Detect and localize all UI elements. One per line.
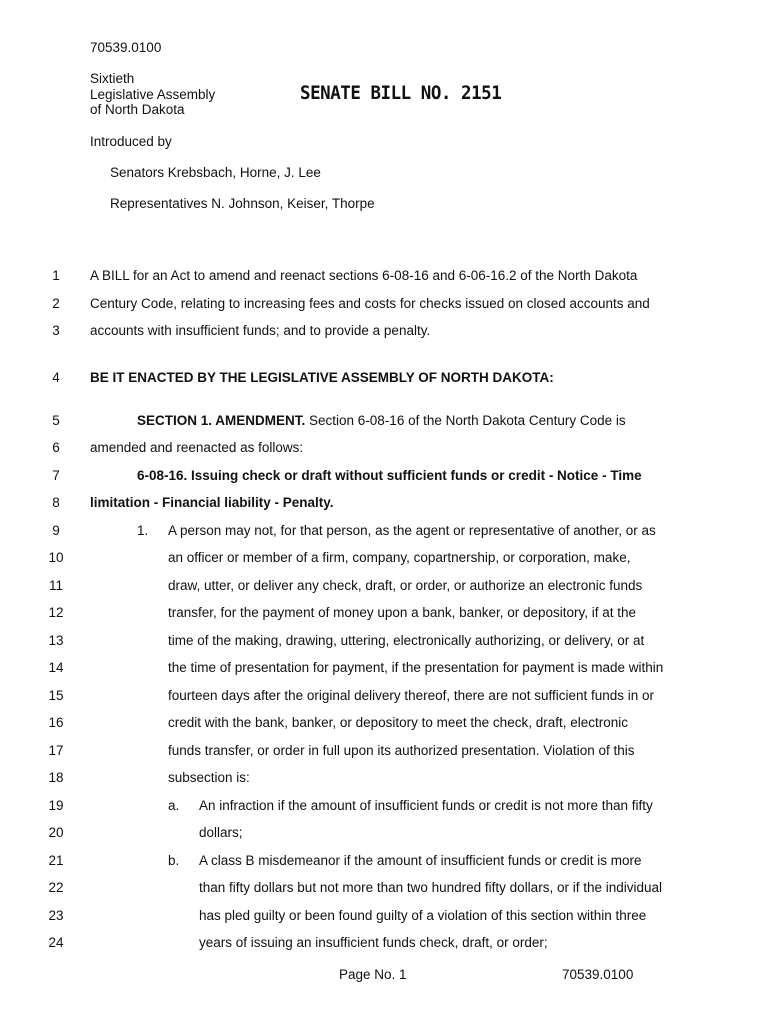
line-number: 1: [52, 268, 60, 283]
senators: Senators Krebsbach, Horne, J. Lee: [110, 165, 321, 180]
bill-text-line: transfer, for the payment of money upon a bank, banker, or depository, if at the: [168, 605, 637, 620]
line-number: 2: [52, 296, 60, 311]
section-heading-line: [137, 413, 626, 428]
line-number: 16: [48, 715, 64, 730]
bill-text-line: A class B misdemeanor if the amount of insufficient funds or credit is more: [199, 853, 642, 868]
line-number: 15: [48, 688, 64, 703]
line-number: 12: [48, 605, 64, 620]
line-number: 3: [52, 323, 60, 338]
line-number: 8: [52, 495, 60, 510]
line-number: 23: [48, 908, 64, 923]
subsection-marker: 1.: [137, 523, 149, 538]
bill-text-line: credit with the bank, banker, or depository to meet the check, draft, electronic: [168, 715, 628, 730]
statute-heading: 6-08-16. Issuing check or draft without sufficient funds or credit - Notice - Time: [137, 468, 642, 483]
line-number: 18: [48, 770, 64, 785]
representatives: Representatives N. Johnson, Keiser, Thorpe: [110, 196, 375, 211]
line-number: 4: [52, 370, 60, 385]
line-number: 11: [48, 578, 63, 593]
assembly-line-2: Legislative Assembly: [90, 87, 216, 102]
bill-text-line: the time of presentation for payment, if the presentation for payment is made within: [168, 660, 664, 675]
bill-text-line: Section 6-08-16 of the North Dakota Century Code is: [305, 413, 626, 428]
line-number: 24: [48, 935, 64, 950]
line-number: 21: [48, 853, 64, 868]
subdivision-marker: b.: [168, 853, 180, 868]
bill-text-line: An infraction if the amount of insufficient funds or credit is not more than fifty: [199, 798, 653, 813]
line-number: 22: [48, 880, 64, 895]
line-number: 17: [48, 743, 64, 758]
bill-text-line: draw, utter, or deliver any check, draft, or order, or authorize an electronic funds: [168, 578, 643, 593]
bill-text-line: has pled guilty or been found guilty of a violation of this section within three: [199, 908, 647, 923]
bill-text-line: an officer or member of a firm, company, copartnership, or corporation, make,: [168, 550, 631, 565]
bill-title: SENATE BILL NO. 2151: [300, 82, 502, 104]
line-number: 6: [52, 440, 60, 455]
line-number: 10: [48, 550, 64, 565]
assembly-line-3: of North Dakota: [90, 102, 185, 117]
introduced-by: Introduced by: [90, 134, 172, 149]
enacting-clause: BE IT ENACTED BY THE LEGISLATIVE ASSEMBLY OF NORTH DAKOTA:: [90, 370, 554, 385]
statute-heading: limitation - Financial liability - Penalty.: [90, 495, 334, 510]
bill-text-line: subsection is:: [168, 770, 250, 785]
line-number: 5: [52, 413, 60, 428]
bill-text-line: Century Code, relating to increasing fees and costs for checks issued on closed accounts and: [90, 296, 650, 311]
bill-text-line: A person may not, for that person, as the agent or representative of another, or as: [168, 523, 656, 538]
document-number: 70539.0100: [90, 40, 162, 55]
bill-text-line: years of issuing an insufficient funds check, draft, or order;: [199, 935, 548, 950]
bill-text-line: than fifty dollars but not more than two hundred fifty dollars, or if the individual: [199, 880, 663, 895]
line-number: 19: [48, 798, 64, 813]
bill-text-line: fourteen days after the original delivery thereof, there are not sufficient funds in or: [168, 688, 655, 703]
section-heading: SECTION 1. AMENDMENT.: [137, 413, 306, 428]
line-number: 20: [48, 825, 64, 840]
subdivision-marker: a.: [168, 798, 180, 813]
bill-text-line: funds transfer, or order in full upon its authorized presentation. Violation of this: [168, 743, 635, 758]
page-number: Page No. 1: [339, 967, 407, 982]
bill-text-line: time of the making, drawing, uttering, electronically authorizing, or delivery, or at: [168, 633, 645, 648]
line-number: 13: [48, 633, 64, 648]
line-number: 14: [48, 660, 64, 675]
bill-text-line: accounts with insufficient funds; and to provide a penalty.: [90, 323, 431, 338]
bill-text-line: amended and reenacted as follows:: [90, 440, 304, 455]
bill-text-line: A BILL for an Act to amend and reenact sections 6-08-16 and 6-06-16.2 of the North Dakota: [90, 268, 638, 283]
line-number: 7: [52, 468, 60, 483]
footer-document-number: 70539.0100: [562, 967, 634, 982]
assembly-line-1: Sixtieth: [90, 71, 135, 86]
line-number: 9: [52, 523, 60, 538]
bill-text-line: dollars;: [199, 825, 243, 840]
